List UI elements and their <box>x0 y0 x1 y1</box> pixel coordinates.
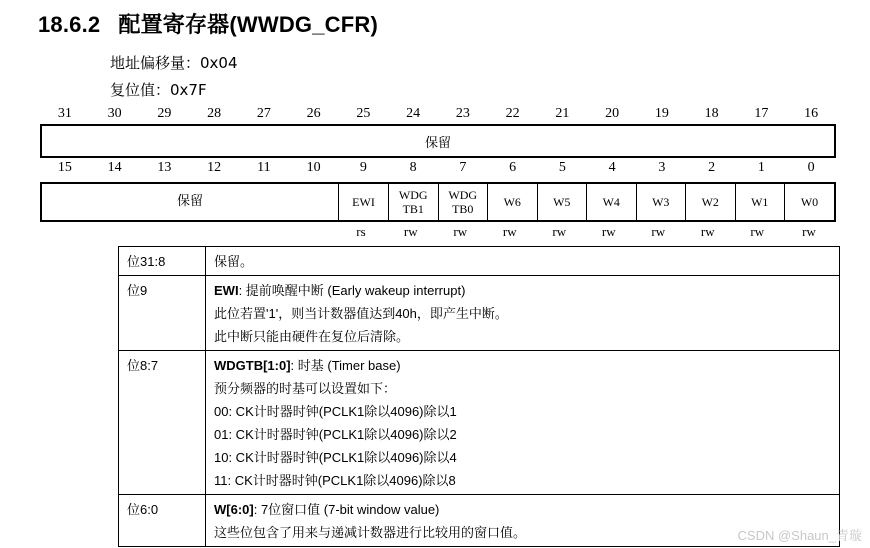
reset-label: 复位值： <box>110 81 171 99</box>
bit-number: 12 <box>207 160 222 175</box>
bit-numbers-low <box>40 160 836 176</box>
bit-number: 4 <box>608 160 616 175</box>
register-high-half <box>40 124 836 158</box>
access-row <box>40 224 836 240</box>
bit-number: 3 <box>658 160 666 175</box>
field-w2 <box>685 184 735 220</box>
bit-number: 0 <box>807 160 815 175</box>
table-row <box>119 247 840 276</box>
bit-range: 位31:8 <box>119 247 206 276</box>
bit-number: 26 <box>306 106 321 121</box>
field-w3 <box>636 184 686 220</box>
reset-value-text: 0x7F <box>170 81 207 99</box>
description-title: : 提前唤醒中断 (Early wakeup interrupt) <box>238 283 466 298</box>
field-label: EWI <box>352 195 375 209</box>
offset-label: 地址偏移量： <box>110 54 201 72</box>
register-low-half <box>40 182 836 222</box>
field-wdgtb1 <box>388 184 438 220</box>
field-label-2: TB1 <box>402 202 424 216</box>
bit-number: 8 <box>409 160 417 175</box>
bit-number: 13 <box>157 160 172 175</box>
field-w6 <box>487 184 537 220</box>
description-line: 11: CK计时器时钟(PCLK1除以4096)除以8 <box>214 473 456 488</box>
table-row <box>119 495 840 547</box>
bit-number: 23 <box>455 106 470 121</box>
bit-number: 31 <box>57 106 72 121</box>
bit-number: 2 <box>708 160 716 175</box>
access-type: rs <box>356 224 366 239</box>
description-line: 此位若置'1'，则当计数器值达到40h，即产生中断。 <box>214 306 508 321</box>
table-row <box>119 276 840 351</box>
page-title <box>38 8 378 39</box>
bit-numbers-high <box>40 106 836 122</box>
bit-number: 20 <box>605 106 620 121</box>
access-type: rw <box>802 224 816 239</box>
access-type: rw <box>502 224 517 239</box>
description-title: 保留。 <box>214 254 254 269</box>
bit-number: 10 <box>306 160 321 175</box>
bit-number: 1 <box>757 160 765 175</box>
bit-number: 5 <box>558 160 566 175</box>
description-title: : 时基 (Timer base) <box>290 358 401 373</box>
field-w0 <box>784 184 834 220</box>
field-label: W4 <box>602 195 620 209</box>
bit-number: 7 <box>459 160 467 175</box>
bit-number: 17 <box>754 106 769 121</box>
bit-description <box>206 351 840 495</box>
address-offset <box>110 52 238 73</box>
field-label: WDG <box>398 188 428 202</box>
bit-number: 30 <box>107 106 122 121</box>
bit-number: 11 <box>257 160 271 175</box>
bit-number: 18 <box>704 106 719 121</box>
field-name: W[6:0] <box>214 502 254 517</box>
field-label: W5 <box>553 195 571 209</box>
description-line: 00: CK计时器时钟(PCLK1除以4096)除以1 <box>214 404 457 419</box>
bit-range: 位8:7 <box>119 351 206 495</box>
bit-number: 28 <box>207 106 222 121</box>
reset-value <box>110 79 207 100</box>
bit-description <box>206 276 840 351</box>
bit-description <box>206 247 840 276</box>
bit-number: 19 <box>654 106 669 121</box>
description-line: 此中断只能由硬件在复位后清除。 <box>214 329 410 344</box>
description-line: 预分频器的时基可以设置如下： <box>214 381 397 396</box>
field-label: W6 <box>503 195 521 209</box>
field-label-2: TB0 <box>452 202 474 216</box>
bit-number: 9 <box>359 160 367 175</box>
bit-number: 16 <box>804 106 819 121</box>
bit-number: 21 <box>555 106 570 121</box>
description-line: 这些位包含了用来与递减计数器进行比较用的窗口值。 <box>214 525 527 540</box>
access-type: rw <box>403 224 418 239</box>
access-type: rw <box>552 224 567 239</box>
bit-number: 24 <box>406 106 421 121</box>
description-line: 01: CK计时器时钟(PCLK1除以4096)除以2 <box>214 427 457 442</box>
reserved-label-high: 保留 <box>424 135 451 151</box>
field-w5 <box>537 184 587 220</box>
field-name: WDGTB[1:0] <box>214 358 291 373</box>
field-label: W0 <box>800 195 819 209</box>
bit-range: 位9 <box>119 276 206 351</box>
table-row <box>119 351 840 495</box>
section-title: 配置寄存器(WWDG_CFR) <box>118 12 379 37</box>
section-number: 18.6.2 <box>38 12 101 37</box>
description-line: 10: CK计时器时钟(PCLK1除以4096)除以4 <box>214 450 457 465</box>
access-type: rw <box>750 224 765 239</box>
field-wdgtb0 <box>438 184 488 220</box>
offset-value: 0x04 <box>200 54 238 72</box>
field-label: WDG <box>448 188 478 202</box>
bit-number: 14 <box>107 160 122 175</box>
access-type: rw <box>651 224 666 239</box>
access-type: rw <box>601 224 616 239</box>
bit-number: 22 <box>505 106 520 121</box>
field-label: W1 <box>751 195 769 209</box>
access-type: rw <box>453 224 468 239</box>
field-w1 <box>735 184 785 220</box>
bit-number: 15 <box>57 160 72 175</box>
field-w4 <box>586 184 636 220</box>
bit-range: 位6:0 <box>119 495 206 547</box>
reserved-field-low <box>42 184 338 220</box>
bit-number: 29 <box>157 106 172 121</box>
field-name: EWI <box>214 283 239 298</box>
bit-number: 25 <box>356 106 371 121</box>
field-label: W3 <box>652 195 670 209</box>
watermark: CSDN @Shaun_青璇 <box>737 528 862 543</box>
bit-description-table <box>118 246 840 547</box>
description-title: : 7位窗口值 (7-bit window value) <box>253 502 440 517</box>
bit-number: 27 <box>256 106 271 121</box>
field-ewi <box>338 184 388 220</box>
field-label: W2 <box>701 195 719 209</box>
bit-number: 6 <box>509 160 517 175</box>
reserved-label-low: 保留 <box>176 194 203 209</box>
access-type: rw <box>700 224 715 239</box>
